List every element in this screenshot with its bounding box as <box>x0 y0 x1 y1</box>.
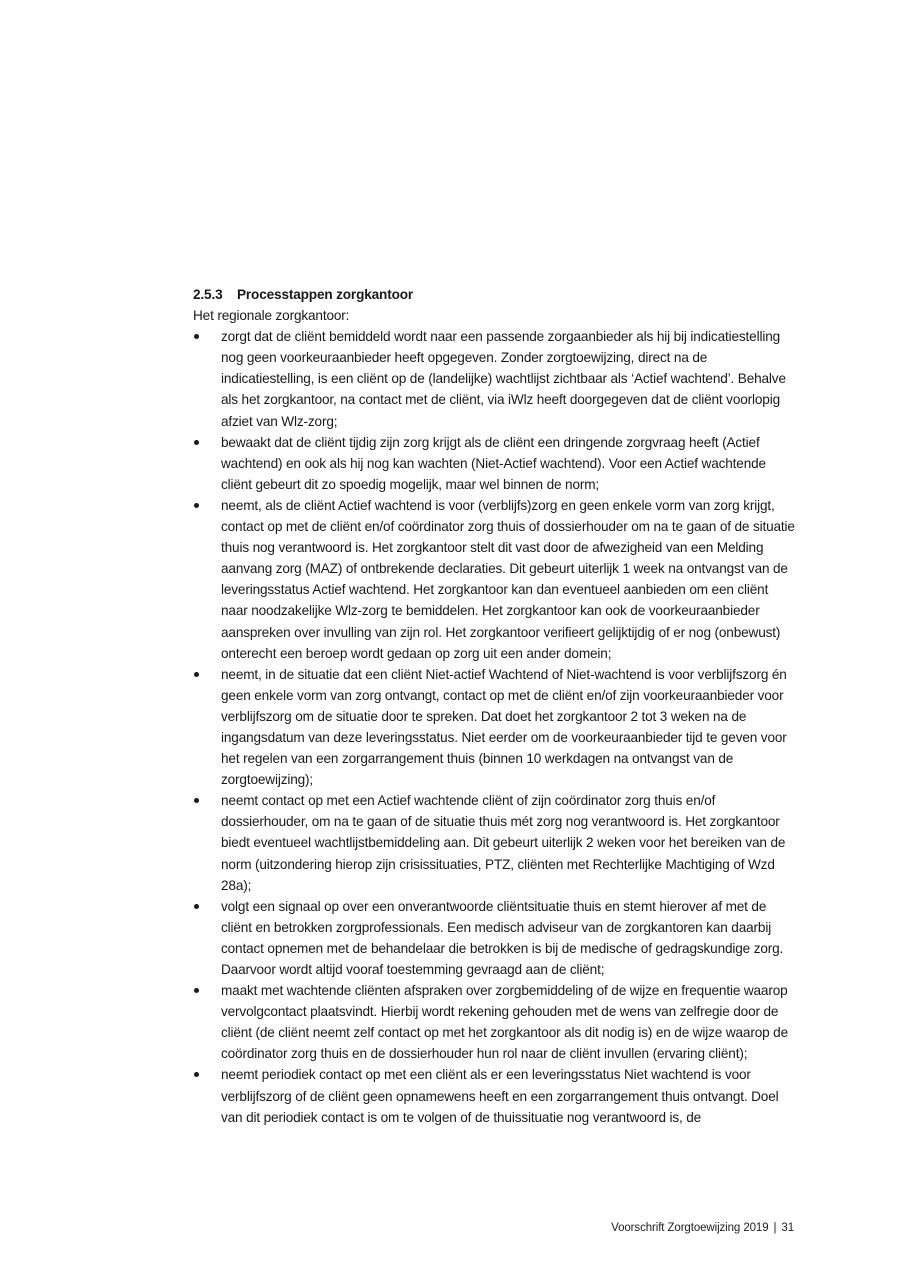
list-item-text: neemt contact op met een Actief wachtende cliënt of zijn coördinator zorg thuis en/of dossierhouder, om na te gaan of de situatie thuis mét zorg nog verantwoord is. Het zorgkantoor biedt eventueel wachtlijstbemiddeling aan. Dit gebeurt uiterlijk 2 weken voor het bereiken van de norm (uitzondering hierop zijn crisissituaties, PTZ, cliënten met Rechterlijke Machtiging of Wzd 28a); <box>221 793 786 893</box>
list-item-text: zorgt dat de cliënt bemiddeld wordt naar een passende zorgaanbieder als hij bij indicatiestelling nog geen voorkeuraanbieder heeft opgegeven. Zonder zorgtoewijzing, direct na de indicatiestelling, is een cliënt op de (landelijke) wachtlijst zichtbaar als ‘Actief wachtend’. Behalve als het zorgkantoor, na contact met de cliënt, via iWlz heeft doorgegeven dat de cliënt voorlopig afziet van Wlz-zorg; <box>221 329 786 429</box>
list-item <box>193 1064 798 1127</box>
list-item-text: maakt met wachtende cliënten afspraken over zorgbemiddeling of de wijze en frequentie waarop vervolgcontact plaatsvindt. Hierbij wordt rekening gehouden met de wens van zelfregie door de cliënt (de cliënt neemt zelf contact op met het zorgkantoor als dit nodig is) en de wijze waarop de coördinator zorg thuis en de dossierhouder hun rol naar de cliënt invullen (ervaring cliënt); <box>221 983 788 1062</box>
page-footer <box>611 1222 794 1234</box>
list-item <box>193 495 798 664</box>
footer-document-title: Voorschrift Zorgtoewijzing 2019 <box>611 1222 769 1234</box>
page-content <box>193 284 798 1128</box>
bullet-icon <box>194 1072 199 1077</box>
bullet-icon <box>194 672 199 677</box>
bullet-list <box>193 326 798 1128</box>
list-item-text: volgt een signaal op over een onverantwoorde cliëntsituatie thuis en stemt hierover af met de cliënt en betrokken zorgprofessionals. Een medisch adviseur van de zorgkantoren kan daarbij contact opnemen met de behandelaar die betrokken is bij de medische of gedragskundige zorg. Daarvoor wordt altijd vooraf toestemming gevraagd aan de cliënt; <box>221 898 784 977</box>
bullet-icon <box>194 798 199 803</box>
list-item <box>193 432 798 495</box>
section-intro: Het regionale zorgkantoor: <box>193 308 350 324</box>
list-item-text: neemt, als de cliënt Actief wachtend is voor (verblijfs)zorg en geen enkele vorm van zorg krijgt, contact op met de cliënt en/of coördinator zorg thuis of dossierhouder om na te gaan of de situatie thuis nog verantwoord is. Het zorgkantoor stelt dit vast door de afwezigheid van een Melding aanvang zorg (MAZ) of ontbrekende declaraties. Dit gebeurt uiterlijk 1 week na ontvangst van de leveringsstatus Actief wachtend. Het zorgkantoor kan dan eventueel aanbieden om een cliënt naar noodzakelijke Wlz-zorg te bemiddelen. Het zorgkantoor kan ook de voorkeuraanbieder aanspreken over invulling van zijn rol. Het zorgkantoor verifieert gelijktijdig of er nog (onbewust) onterecht een beroep wordt gedaan op zorg uit een ander domein; <box>221 497 795 661</box>
bullet-icon <box>194 334 199 339</box>
list-item <box>193 790 798 895</box>
list-item-text: neemt periodiek contact op met een cliënt als er een leveringsstatus Niet wachtend is voor verblijfszorg of de cliënt geen opnamewens heeft en een zorgarrangement thuis ontvangt. Doel van dit periodiek contact is om te volgen of de thuissituatie nog verantwoord is, de <box>221 1067 779 1125</box>
bullet-icon <box>194 988 199 993</box>
list-item <box>193 896 798 980</box>
page-number: 31 <box>781 1222 794 1234</box>
list-item <box>193 326 798 431</box>
list-item <box>193 980 798 1064</box>
section-title: Processtappen zorgkantoor <box>237 287 414 302</box>
list-item <box>193 664 798 791</box>
bullet-icon <box>194 440 199 445</box>
bullet-icon <box>194 503 199 508</box>
list-item-text: bewaakt dat de cliënt tijdig zijn zorg krijgt als de cliënt een dringende zorgvraag heeft (Actief wachtend) en ook als hij nog kan wachten (Niet-Actief wachtend). Voor een Actief wachtende cliënt gebeurt dit zo spoedig mogelijk, maar wel binnen de norm; <box>221 434 766 492</box>
section-heading <box>193 284 798 305</box>
section-number: 2.5.3 <box>193 287 223 302</box>
list-item-text: neemt, in de situatie dat een cliënt Niet-actief Wachtend of Niet-wachtend is voor verblijfszorg én geen enkele vorm van zorg ontvangt, contact op met de cliënt en/of zijn voorkeuraanbieder voor verblijfszorg om de situatie door te spreken. Dat doet het zorgkantoor 2 tot 3 weken na de ingangsdatum van deze leveringsstatus. Niet eerder om de voorkeuraanbieder tijd te geven voor het regelen van een zorgarrangement thuis (binnen 10 werkdagen na ontvangst van de zorgtoewijzing); <box>221 666 787 788</box>
footer-separator: | <box>773 1222 777 1234</box>
bullet-icon <box>194 904 199 909</box>
